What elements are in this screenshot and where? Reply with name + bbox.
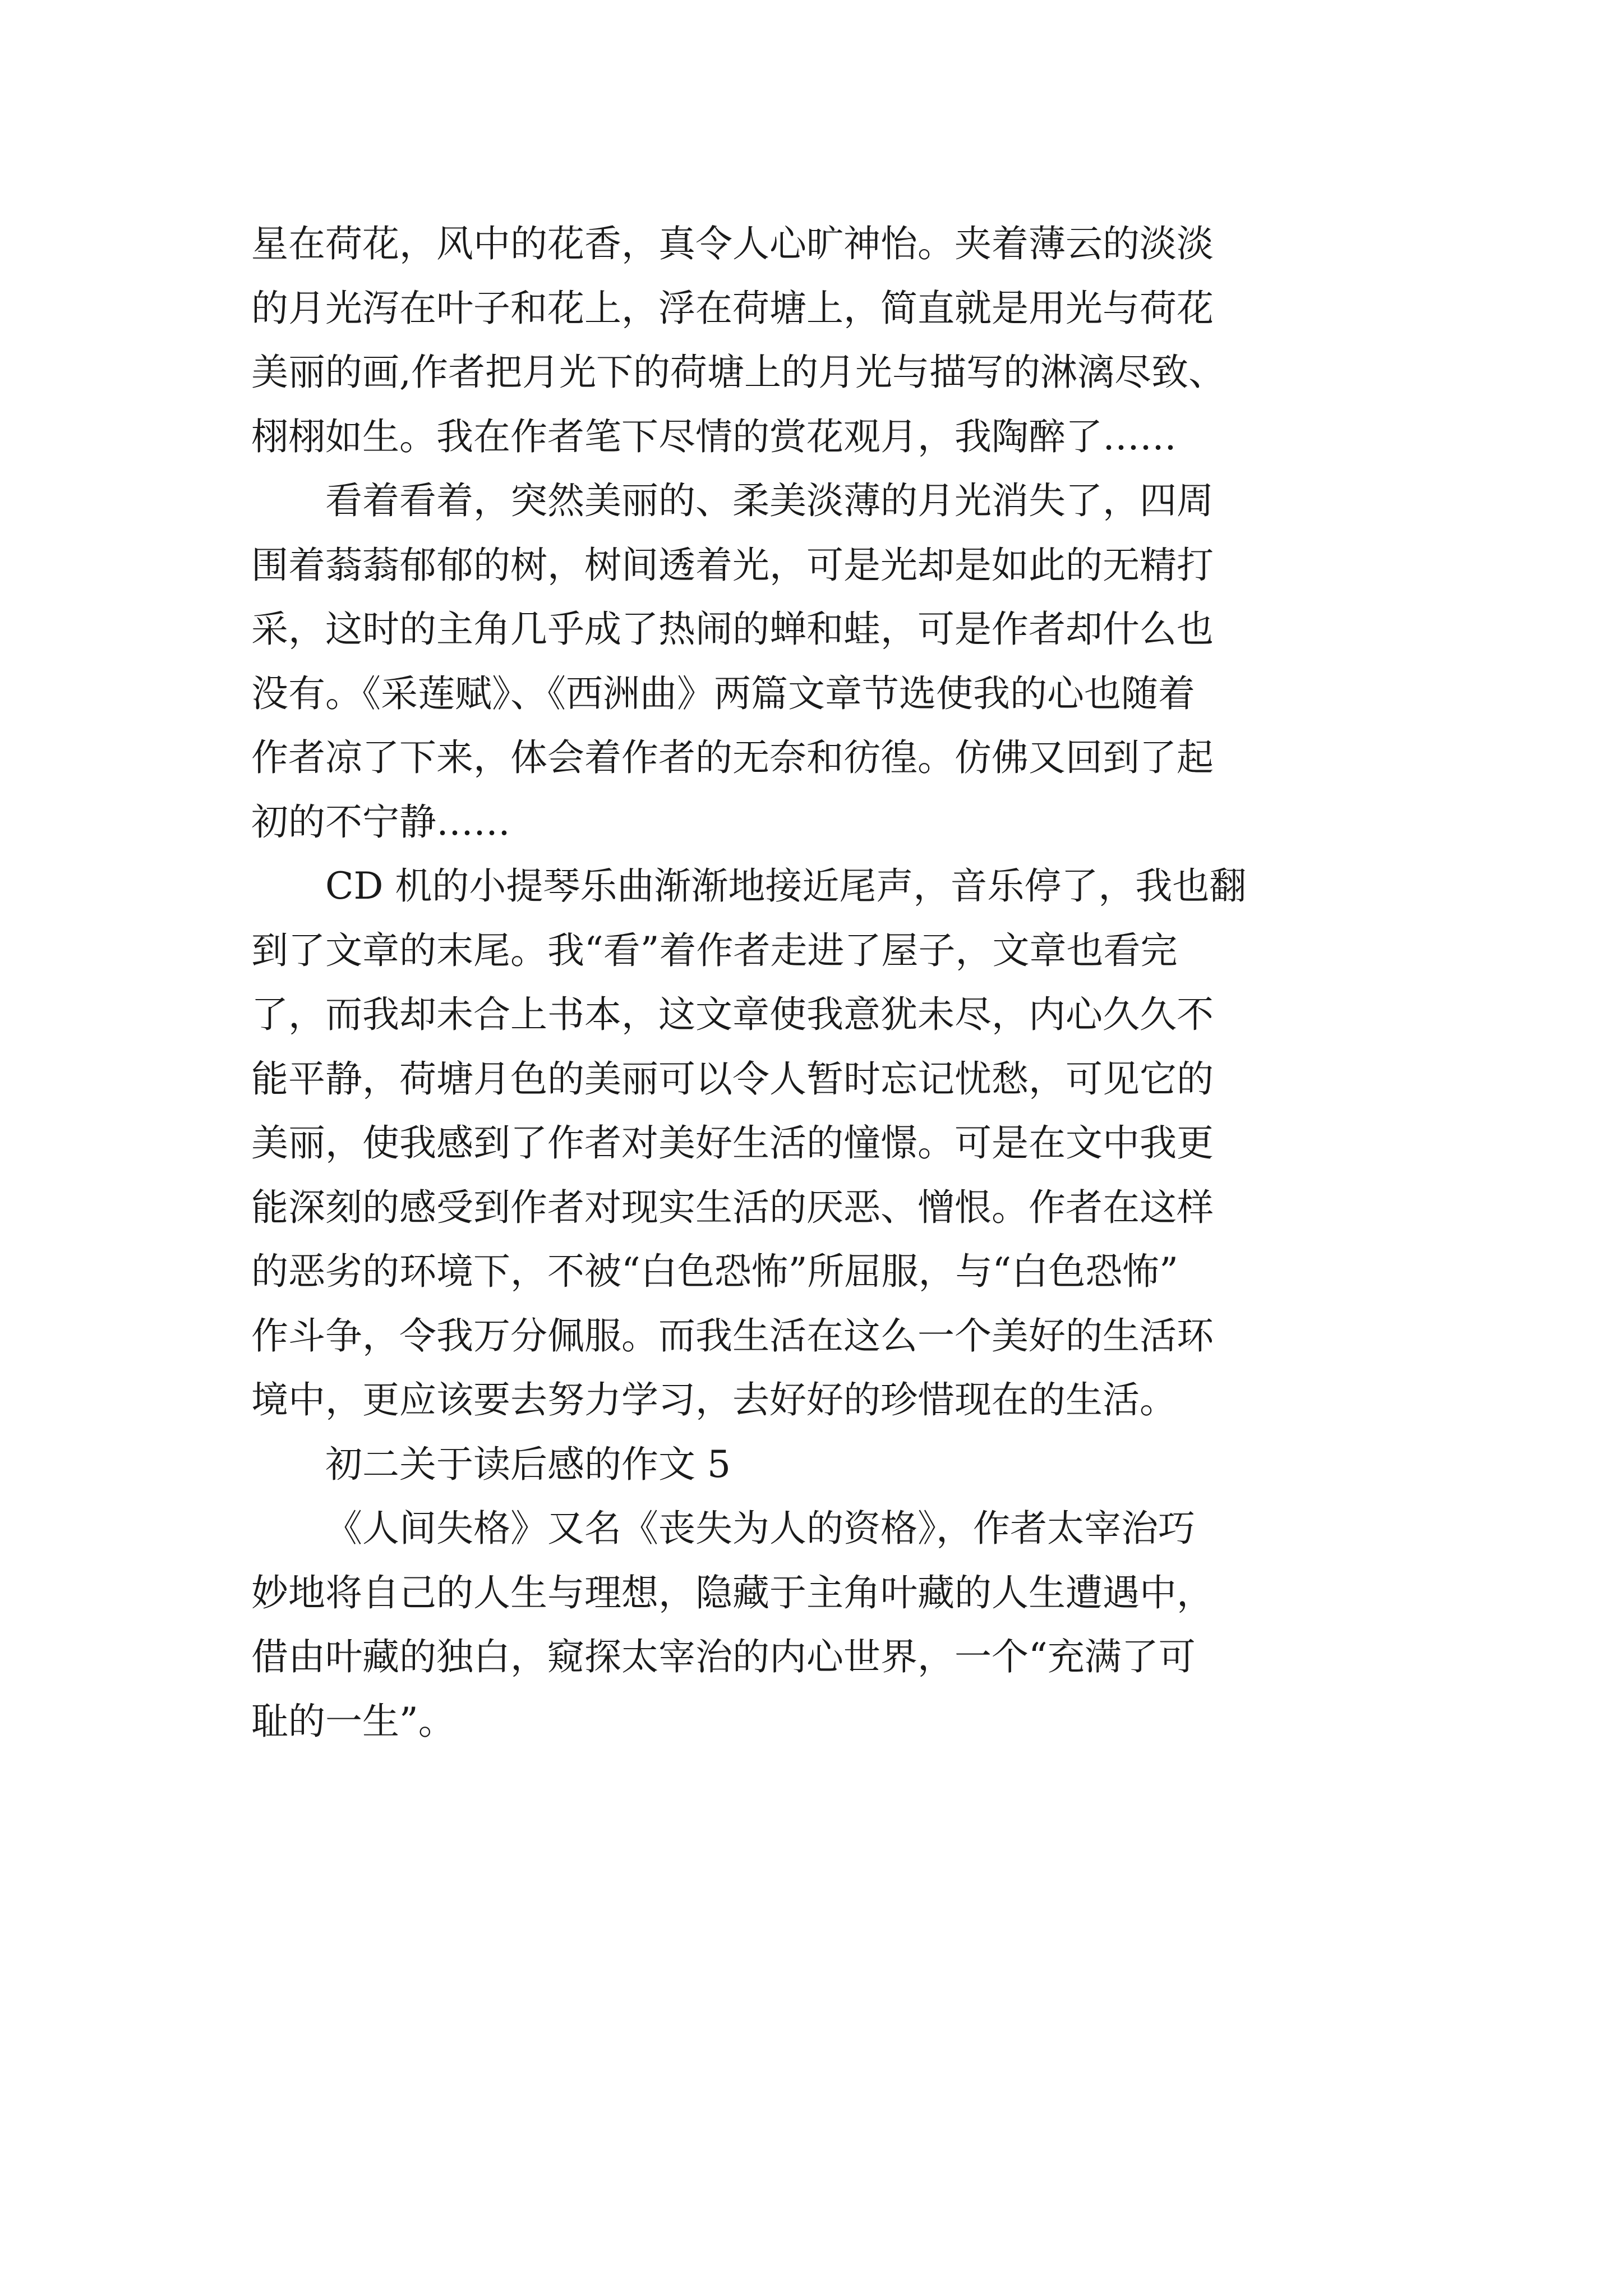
paragraph-first-line: 《人间失格》又名《丧失为人的资格》，作者太宰治巧	[325, 1507, 1195, 1550]
text-line: 妙地将自己的人生与理想，隐藏于主角叶藏的人生遭遇中，	[251, 1571, 1214, 1614]
text-line: 初的不宁静……	[251, 800, 510, 844]
text-line: 到了文章的末尾。我“看”着作者走进了屋子，文章也看完	[251, 928, 1178, 972]
text-line: 了，而我却未合上书本，这文章使我意犹未尽，内心久久不	[251, 993, 1214, 1036]
text-line: 美丽的画,作者把月光下的荷塘上的月光与描写的淋漓尽致、	[251, 351, 1225, 394]
text-line: 能平静，荷塘月色的美丽可以令人暂时忘记忧愁，可见它的	[251, 1057, 1214, 1101]
text-line: 作者凉了下来，体会着作者的无奈和彷徨。仿佛又回到了起	[251, 736, 1214, 779]
text-line: 星在荷花，风中的花香，真令人心旷神怡。夹着薄云的淡淡	[251, 222, 1214, 265]
text-line: 能深刻的感受到作者对现实生活的厌恶、憎恨。作者在这样	[251, 1185, 1214, 1229]
text-line: 借由叶藏的独白，窥探太宰治的内心世界，一个“充满了可	[251, 1635, 1196, 1678]
section-heading: 初二关于读后感的作文 5	[325, 1442, 731, 1486]
text-line: 的月光泻在叶子和花上，浮在荷塘上，简直就是用光与荷花	[251, 286, 1214, 330]
text-line: 作斗争，令我万分佩服。而我生活在这么一个美好的生活环	[251, 1314, 1214, 1358]
text-line: 的恶劣的环境下，不被“白色恐怖”所屈服，与“白色恐怖”	[251, 1250, 1178, 1293]
document-body	[251, 212, 1373, 1754]
text-line: 采，这时的主角几乎成了热闹的蝉和蛙，可是作者却什么也	[251, 608, 1214, 651]
text-line: 耻的一生”。	[251, 1699, 455, 1743]
text-line: 栩栩如生。我在作者笔下尽情的赏花观月，我陶醉了……	[251, 415, 1177, 458]
text-line: 境中，更应该要去努力学习，去好好的珍惜现在的生活。	[251, 1378, 1177, 1421]
paragraph-first-line: CD 机的小提琴乐曲渐渐地接近尾声，音乐停了，我也翻	[325, 864, 1247, 908]
text-line: 没有。《采莲赋》、《西洲曲》两篇文章节选使我的心也随着	[251, 671, 1195, 715]
text-line: 围着蓊蓊郁郁的树，树间透着光，可是光却是如此的无精打	[251, 543, 1214, 587]
paragraph-first-line: 看着看着，突然美丽的、柔美淡薄的月光消失了，四周	[325, 479, 1214, 522]
text-line: 美丽，使我感到了作者对美好生活的憧憬。可是在文中我更	[251, 1121, 1214, 1165]
